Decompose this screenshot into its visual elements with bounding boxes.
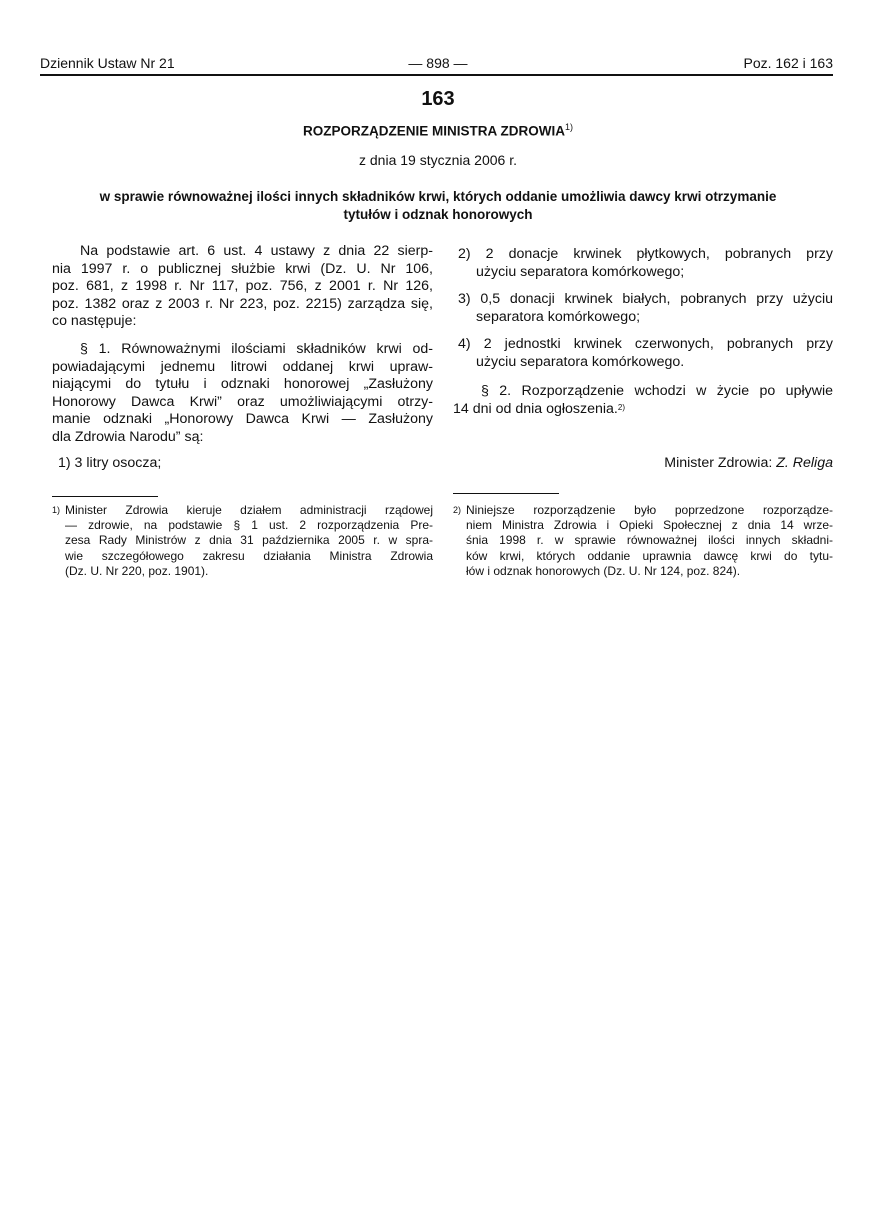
item-4 <box>458 336 833 371</box>
text-line <box>466 503 833 518</box>
text-line-content: (Dz. U. Nr 220, poz. 1901). <box>65 563 209 578</box>
act-number: 163 <box>421 88 455 110</box>
signature-role: Minister Zdrowia: <box>664 455 777 471</box>
text-line-content: powiadającymi jednemu litrowi oddanej krwi upraw- <box>52 358 433 375</box>
footnote-rule-left <box>52 496 158 497</box>
text-line-content: — zdrowie, na podstawie § 1 ust. 2 rozporządzenia Pre- <box>65 518 433 533</box>
subject-line: tytułów i odznak honorowych <box>343 207 533 222</box>
text-line-content: Minister Zdrowia kieruje działem administracji rządowej <box>65 503 433 517</box>
text-line-content: poz. 1382 oraz z 2003 r. Nr 223, poz. 2215) zarządza się, <box>52 295 433 312</box>
page-number: — 898 — <box>408 55 468 71</box>
footnote-rule-right <box>453 493 559 494</box>
act-title <box>0 122 876 139</box>
text-line <box>65 533 433 548</box>
text-line-content: 4) 2 jednostki krwinek czerwonych, pobranych przy <box>458 336 833 352</box>
preamble <box>52 243 433 331</box>
text-line-content: dla Zdrowia Narodu” są: <box>52 428 204 445</box>
text-line-content: § 2. Rozporządzenie wchodzi w życie po upływie <box>481 383 833 399</box>
text-line <box>52 411 433 429</box>
text-line <box>458 336 833 354</box>
act-date: z dnia 19 stycznia 2006 r. <box>359 152 517 168</box>
header-rule <box>40 74 833 76</box>
text-line <box>458 354 833 372</box>
text-line <box>453 383 833 401</box>
text-line <box>52 313 433 331</box>
footnote-text <box>65 503 433 579</box>
act-subject <box>40 188 836 224</box>
text-line-content: ków krwi, których oddanie uprawnia dawcę krwi do tytu- <box>466 548 833 563</box>
text-line <box>52 429 433 447</box>
text-line-content: wie szczegółowego zakresu działania Ministra Zdrowia <box>65 548 433 563</box>
text-line <box>52 296 433 314</box>
text-line <box>65 503 433 518</box>
text-line <box>458 246 833 264</box>
text-line <box>52 359 433 377</box>
act-title-text: ROZPORZĄDZENIE MINISTRA ZDROWIA <box>303 123 565 139</box>
text-line <box>65 518 433 533</box>
text-line <box>52 261 433 279</box>
text-line-content: 14 dni od dnia ogłoszenia. <box>453 400 618 417</box>
text-line <box>458 291 833 309</box>
text-line-content: niem Ministra Zdrowia i Opieki Społecznej z dnia 14 wrze- <box>466 518 833 533</box>
text-line <box>458 264 833 282</box>
text-line-content: separatora komórkowego; <box>476 308 641 325</box>
text-line-content: użyciu separatora komórkowego. <box>476 353 685 370</box>
footnote-mark: 1) <box>52 505 61 515</box>
footnote-mark: 2) <box>453 505 462 515</box>
text-line <box>52 376 433 394</box>
text-line-content: co następuje: <box>52 313 137 330</box>
text-line <box>453 401 833 419</box>
text-line-content: użyciu separatora komórkowego; <box>476 263 685 280</box>
text-line-content: 3) 0,5 donacji krwinek białych, pobranych przy użyciu <box>458 291 833 307</box>
text-line <box>52 394 433 412</box>
text-line <box>52 278 433 296</box>
text-line <box>58 455 433 473</box>
text-line <box>466 549 833 564</box>
text-line-content: nia 1997 r. o publicznej służbie krwi (Dz. U. Nr 106, <box>52 260 433 277</box>
text-line-content: poz. 681, z 1998 r. Nr 117, poz. 756, z 2001 r. Nr 126, <box>52 278 433 295</box>
position-ref: Poz. 162 i 163 <box>743 55 833 71</box>
text-line <box>52 243 433 261</box>
text-line <box>466 564 833 579</box>
text-line <box>52 341 433 359</box>
text-line-content: Na podstawie art. 6 ust. 4 ustawy z dnia 22 sierp- <box>80 243 433 259</box>
text-line <box>65 564 433 579</box>
text-line-content: 1) 3 litry osocza; <box>58 455 162 471</box>
text-line-content: 2) 2 donacje krwinek płytkowych, pobranych przy <box>458 246 833 262</box>
text-line-content: Honorowy Dawca Krwi” oraz umożliwiającymi otrzy- <box>52 393 433 410</box>
subject-line: w sprawie równoważnej ilości innych składników krwi, których oddanie umożliwia dawcy krwi otrzymanie <box>99 189 777 204</box>
text-line <box>466 518 833 533</box>
title-footnote-mark: 1) <box>564 122 573 132</box>
text-line-content: manie odznaki „Honorowy Dawca Krwi — Zasłużony <box>52 411 433 428</box>
footnote-text <box>466 503 833 579</box>
item-3 <box>458 291 833 326</box>
footnote-mark: 2) <box>617 402 625 412</box>
text-line <box>458 309 833 327</box>
text-line-content: śnia 1998 r. w sprawie równoważnej ilości innych składni- <box>466 533 833 548</box>
text-line <box>466 533 833 548</box>
item-1 <box>58 455 433 473</box>
signature-name: Z. Religa <box>776 455 833 471</box>
text-line-content: niającymi do tytułu i odznaki honorowej „Zasłużony <box>52 376 433 393</box>
journal-name: Dziennik Ustaw Nr 21 <box>40 55 175 71</box>
paragraph-1 <box>52 341 433 447</box>
text-line-content: łów i odznak honorowych (Dz. U. Nr 124, poz. 824). <box>466 563 741 578</box>
text-line-content: zesa Rady Ministrów z dnia 31 października 2005 r. w spra- <box>65 533 433 548</box>
signature <box>664 455 833 471</box>
text-line <box>65 549 433 564</box>
paragraph-2 <box>453 383 833 418</box>
item-2 <box>458 246 833 281</box>
text-line-content: § 1. Równoważnymi ilościami składników krwi od- <box>80 341 433 357</box>
text-line-content: Niniejsze rozporządzenie było poprzedzone rozporządze- <box>466 503 833 517</box>
